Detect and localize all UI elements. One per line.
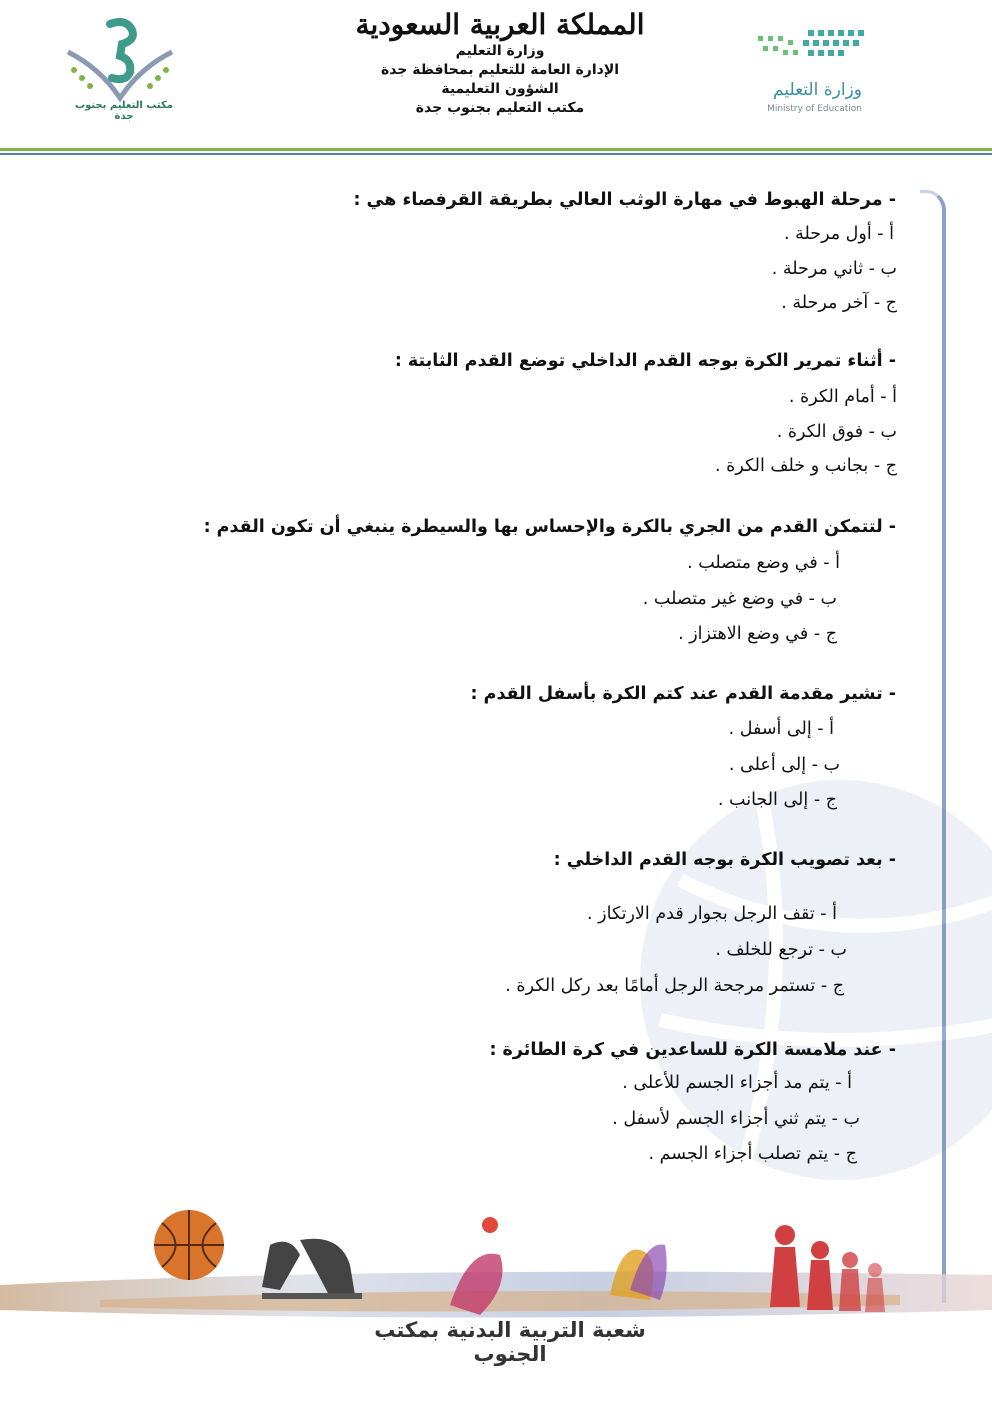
header-titles (300, 8, 700, 118)
q5-option-b: ب - ترجع للخلف . (715, 940, 847, 960)
question-6: - عند ملامسة الكرة للساعدين في كرة الطائرة : (489, 1040, 896, 1060)
q1-option-c: ج - آخر مرحلة . (781, 293, 897, 313)
q6-option-c: ج - يتم تصلب أجزاء الجسم . (648, 1144, 857, 1164)
page-header (0, 0, 992, 160)
office-logo-text: مكتب التعليم بجنوب جدة (75, 100, 173, 122)
ministry-name-ar: وزارة التعليم (773, 80, 862, 100)
header-divider-green (0, 148, 992, 151)
kingdom-title: المملكة العربية السعودية (355, 8, 645, 41)
question-5: - بعد تصويب الكرة بوجه القدم الداخلي : (553, 850, 896, 870)
q2-option-b: ب - فوق الكرة . (776, 422, 897, 442)
header-divider-blue (0, 153, 992, 155)
sports-footer-banner (0, 1205, 992, 1395)
q5-option-c: ج - تستمر مرجحة الرجل أمامًا بعد ركل الكرة . (505, 976, 844, 996)
q3-option-b: ب - في وضع غير متصلب . (642, 589, 837, 609)
footer-label: شعبة التربية البدنية بمكتب الجنوب (374, 1318, 646, 1366)
q1-option-a: أ - أول مرحلة . (783, 224, 894, 244)
q4-option-a: أ - إلى أسفل . (728, 719, 834, 739)
q6-option-a: أ - يتم مد أجزاء الجسم للأعلى . (622, 1073, 852, 1093)
q3-option-a: أ - في وضع متصلب . (687, 553, 840, 573)
question-1: - مرحلة الهبوط في مهارة الوثب العالي بطريقة القرفصاء هي : (353, 190, 896, 210)
athletes-silhouette-icon (610, 1245, 667, 1300)
question-2: - أثناء تمرير الكرة بوجه القدم الداخلي توضع القدم الثابتة : (394, 351, 896, 371)
q1-option-b: ب - ثاني مرحلة . (771, 259, 897, 279)
ministry-name-en: Ministry of Education (767, 104, 862, 114)
header-line-2: الإدارة العامة للتعليم بمحافظة جدة (380, 62, 620, 78)
header-line-4: مكتب التعليم بجنوب جدة (415, 100, 585, 116)
q4-option-c: ج - إلى الجانب . (717, 790, 837, 810)
q5-option-a: أ - تقف الرجل بجوار قدم الارتكاز . (587, 904, 837, 924)
q4-option-b: ب - إلى أعلى . (728, 755, 840, 775)
basketball-icon (154, 1210, 224, 1280)
q2-option-a: أ - أمام الكرة . (788, 387, 897, 407)
question-4: - تشير مقدمة القدم عند كتم الكرة بأسفل القدم : (470, 684, 896, 704)
q2-option-c: ج - بجانب و خلف الكرة . (715, 456, 897, 476)
header-line-1: وزارة التعليم (455, 43, 545, 59)
q6-option-b: ب - يتم ثني أجزاء الجسم لأسفل . (612, 1109, 860, 1129)
header-line-3: الشؤون التعليمية (441, 81, 559, 97)
question-3: - لتتمكن القدم من الجري بالكرة والإحساس بها والسيطرة ينبغي أن تكون القدم : (203, 517, 896, 537)
marathon-runners-icon (770, 1225, 885, 1312)
q3-option-c: ج - في وضع الاهتزاز . (678, 624, 837, 644)
